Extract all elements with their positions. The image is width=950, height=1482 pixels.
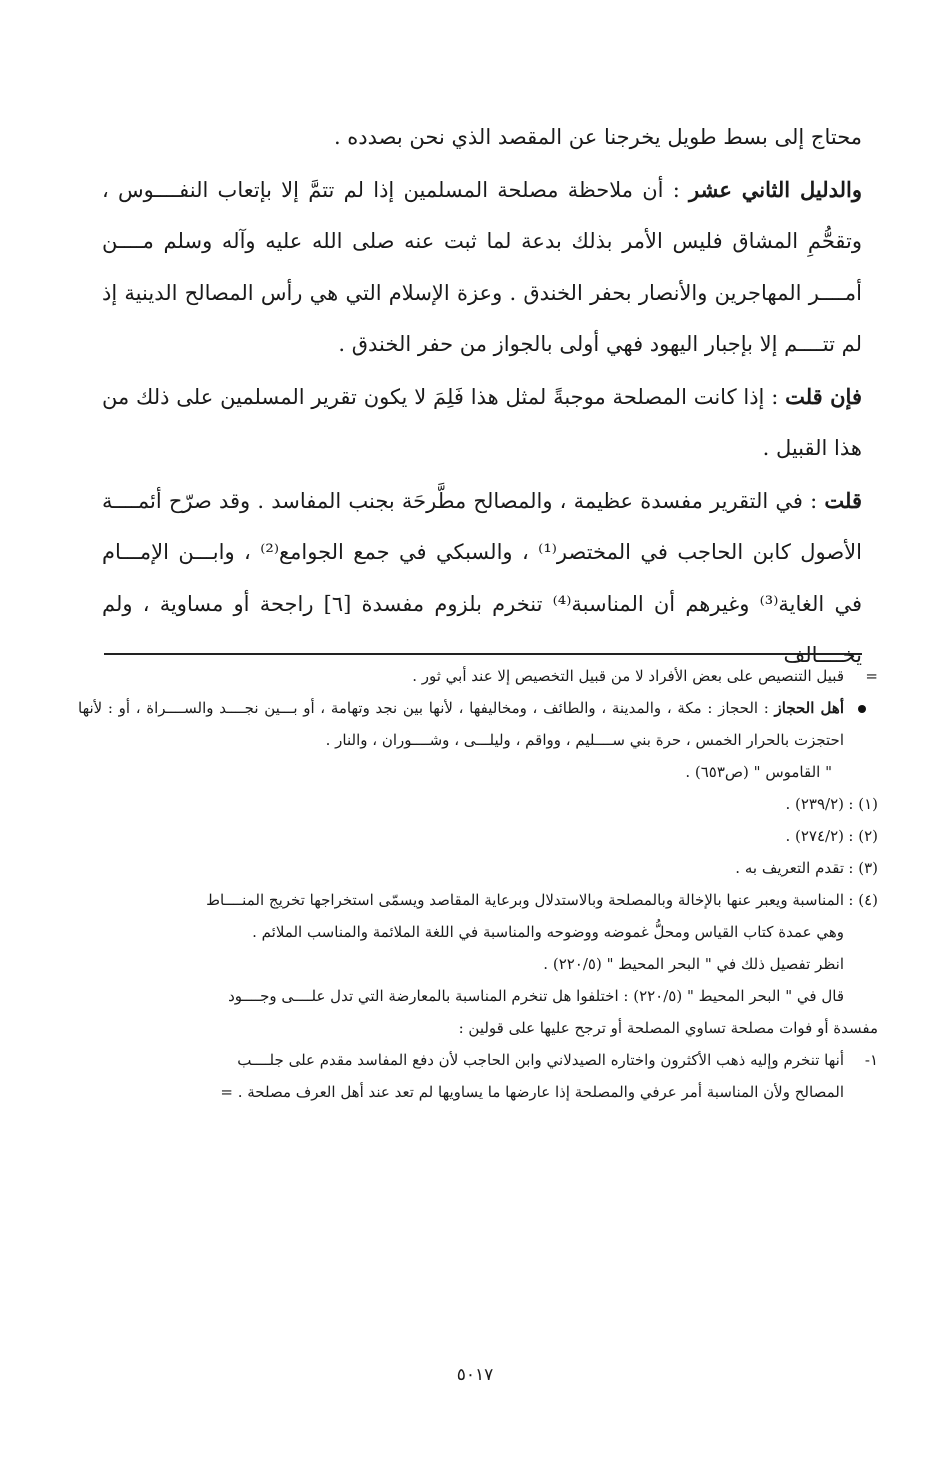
item-1-text: أنها تنخرم وإليه ذهب الأكثرون واختاره الصيدلاني وابن الحاجب لأن دفع المفاسد مقدم على جلــــب xyxy=(237,1051,844,1069)
footnote-1 xyxy=(78,788,878,820)
page-number: ٥٠١٧ xyxy=(456,1365,494,1385)
footnote-4-line-2: وهي عمدة كتاب القياس ومحلُّ غموضه ووضوحه والمناسبة في اللغة الملائمة والمناسب الملائم . xyxy=(252,923,844,941)
footnote-2 xyxy=(78,820,878,852)
bullet-icon xyxy=(858,705,866,713)
footnote-4-item-1 xyxy=(78,1044,878,1076)
footnote-3-text: تقدم التعريف به . xyxy=(735,859,844,877)
paragraph-2 xyxy=(102,164,862,371)
footnotes xyxy=(78,660,878,1108)
footnote-continuation xyxy=(78,660,878,692)
footnote-4-marker: (٤) : xyxy=(848,891,878,909)
bullet-marker xyxy=(844,692,878,724)
footnote-2-marker: (٢) : xyxy=(848,827,878,845)
footnote-4-text: المناسبة ويعبر عنها بالإخالة وبالمصلحة وبالاستدلال وبرعاية المقاصد ويسمّى استخراجها تخريج المنــــاط xyxy=(206,891,844,909)
paragraph-2-text: : أن ملاحظة مصلحة المسلمين إذا لم تتمَّ إلا بإتعاب النفــــوس ، وتقحُّمِ المشاق فليس الأمر بذلك بدعة لما ثبت عنه صلى الله عليه وآله وسلم مــــن أمــــر المهاجرين والأنصار بحفر الخندق . وعزة الإسلام التي هي رأس المصالح الدينية إذ لم تتــــم إلا بإجبار اليهود فهي أولى بالجواز من حفر الخندق . xyxy=(102,177,862,356)
paragraph-3-lead: فإن قلت xyxy=(785,383,862,409)
footnote-separator xyxy=(104,653,862,655)
footnote-hijaz xyxy=(78,692,878,756)
footnote-2-text: (٢٧٤/٢) . xyxy=(785,827,844,845)
footnote-4-item-1-line-2: المصالح ولأن المناسبة أمر عرفي والمصلحة إذا عارضها ما يساويها لم تعد عند أهل العرف مصلحة . = xyxy=(220,1083,844,1101)
footnote-1-marker: (١) : xyxy=(848,795,878,813)
main-text xyxy=(102,112,862,682)
footnote-3-marker: (٣) : xyxy=(848,859,878,877)
footnote-4-para-2: قال في " البحر المحيط " (٢٢٠/٥) : اختلفوا هل تنخرم المناسبة بالمعارضة التي تدل علــــى وجــــود xyxy=(228,987,844,1005)
footnote-1-text: (٢٣٩/٢) . xyxy=(785,795,844,813)
footnote-3 xyxy=(78,852,878,884)
footnote-4-line-3: انظر تفصيل ذلك في " البحر المحيط " (٢٢٠/٥) . xyxy=(543,955,844,973)
footnote-4-para-2-cont: مفسدة أو فوات مصلحة تساوي المصلحة أو ترجح عليها على قولين : xyxy=(458,1019,878,1037)
paragraph-4-text: : في التقرير مفسدة عظيمة ، والمصالح مطَّرحَة بجنب المفاسد . وقد صرّح أئمــــة الأصول كابن الحاجب في المختصر⁽¹⁾ ، والسبكي في جمع الجوامع⁽²⁾ ، وابـــن الإمـــام في الغاية⁽³⁾ وغيرهم أن المناسبة⁽⁴⁾ تنخرم بلزوم مفسدة [٦] راجحة أو مساوية ، ولم يخــــالف xyxy=(102,488,862,667)
footnote-4 xyxy=(78,884,878,916)
hijaz-lead: أهل الحجاز xyxy=(774,699,844,717)
paragraph-3-text: : إذا كانت المصلحة موجبةً لمثل هذا فَلِمَ لا يكون تقرير المسلمين على ذلك من هذا القبيل . xyxy=(102,384,862,460)
paragraph-3 xyxy=(102,371,862,475)
paragraph-1: محتاج إلى بسط طويل يخرجنا عن المقصد الذي نحن بصدده . xyxy=(333,125,862,149)
continuation-marker: = xyxy=(865,667,878,685)
paragraph-4 xyxy=(102,475,862,682)
paragraph-4-lead: قلت xyxy=(824,487,862,513)
continuation-text: قبيل التنصيص على بعض الأفراد لا من قبيل التخصيص إلا عند أبي ثور . xyxy=(412,667,844,685)
hijaz-source: " القاموس " (ص٦٥٣) . xyxy=(685,763,832,781)
item-1-marker: ١- xyxy=(864,1051,878,1069)
paragraph-2-lead: والدليل الثاني عشر xyxy=(689,176,863,202)
hijaz-text: : الحجاز : مكة ، والمدينة ، والطائف ، ومخاليفها ، لأنها بين نجد وتهامة ، أو بـــين نجــــد والســــراة ، أو : لأنها احتجزت بالحرار الخمس ، حرة بني ســــليم ، وواقم ، وليلـــى ، وشــــوران ، والنار . xyxy=(78,699,844,749)
